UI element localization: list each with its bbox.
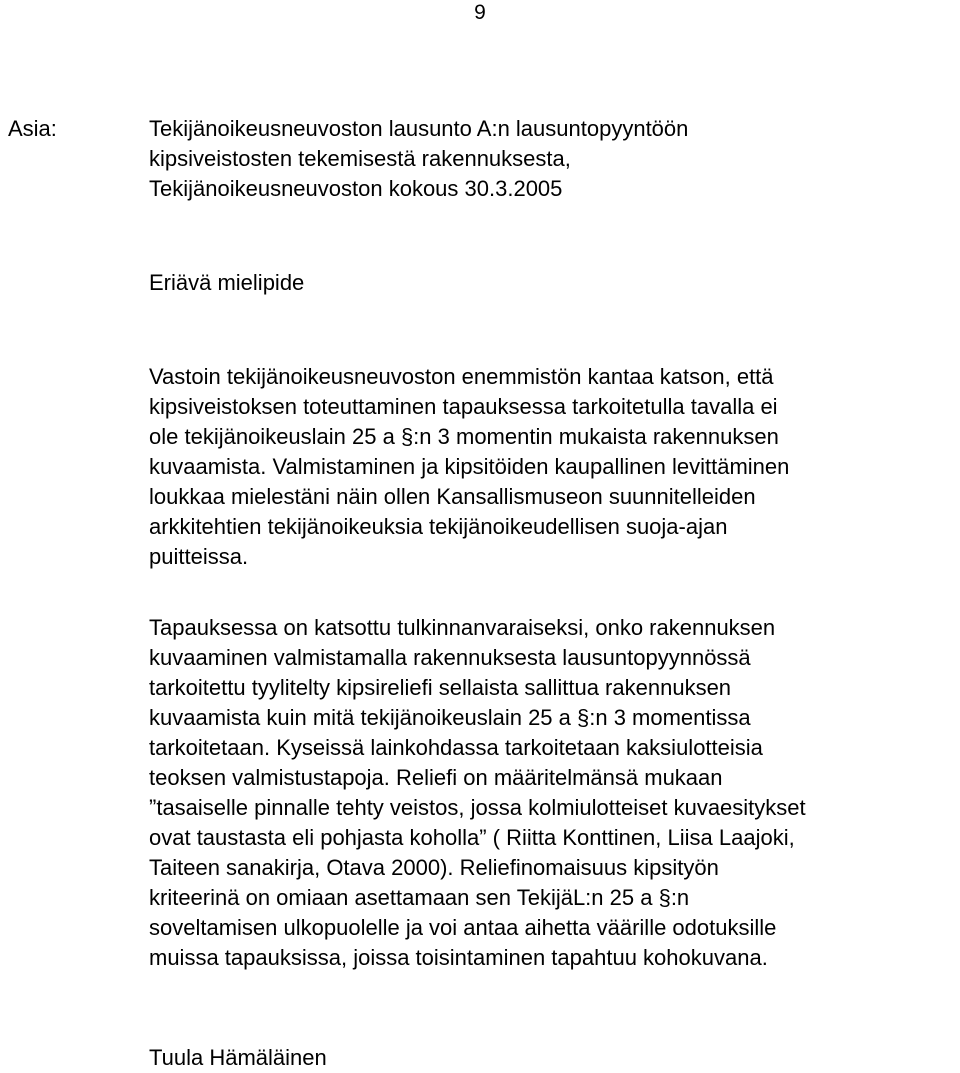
paragraph-line: kuvaamista. Valmistaminen ja kipsitöiden kaupallinen levittäminen — [149, 454, 790, 479]
paragraph-line: ”tasaiselle pinnalle tehty veistos, jossa kolmiulotteiset kuvaesitykset — [149, 795, 806, 820]
paragraph-line: arkkitehtien tekijänoikeuksia tekijänoikeudellisen suoja-ajan — [149, 514, 728, 539]
paragraph-2 — [149, 613, 960, 973]
section-heading: Eriävä mielipide — [149, 270, 305, 295]
subject-line: Tekijänoikeusneuvoston kokous 30.3.2005 — [149, 176, 563, 201]
subject-text — [149, 114, 960, 204]
subject-label: Asia: — [8, 116, 57, 141]
paragraph-line: ole tekijänoikeuslain 25 a §:n 3 momentin mukaista rakennuksen — [149, 424, 779, 449]
paragraph-line: kuvaaminen valmistamalla rakennuksesta lausuntopyynnössä — [149, 645, 751, 670]
paragraph-line: soveltamisen ulkopuolelle ja voi antaa aihetta väärille odotuksille — [149, 915, 777, 940]
paragraph-line: tarkoitetaan. Kyseissä lainkohdassa tarkoitetaan kaksiulotteisia — [149, 735, 763, 760]
paragraph-line: Tapauksessa on katsottu tulkinnanvaraiseksi, onko rakennuksen — [149, 615, 776, 640]
paragraph-line: Vastoin tekijänoikeusneuvoston enemmistön kantaa katson, että — [149, 364, 774, 389]
subject-line: kipsiveistosten tekemisestä rakennuksesta, — [149, 146, 571, 171]
subject-line: Tekijänoikeusneuvoston lausunto A:n lausuntopyyntöön — [149, 116, 689, 141]
paragraph-line: loukkaa mielestäni näin ollen Kansallismuseon suunnitelleiden — [149, 484, 756, 509]
paragraph-1 — [149, 362, 960, 572]
paragraph-line: puitteissa. — [149, 544, 249, 569]
signature: Tuula Hämäläinen — [149, 1045, 327, 1070]
paragraph-line: kipsiveistoksen toteuttaminen tapauksessa tarkoitetulla tavalla ei — [149, 394, 778, 419]
paragraph-line: muissa tapauksissa, joissa toisintaminen tapahtuu kohokuvana. — [149, 945, 768, 970]
page-number: 9 — [474, 1, 486, 24]
paragraph-line: ovat taustasta eli pohjasta koholla” ( Riitta Konttinen, Liisa Laajoki, — [149, 825, 795, 850]
paragraph-line: kuvaamista kuin mitä tekijänoikeuslain 25 a §:n 3 momentissa — [149, 705, 751, 730]
paragraph-line: Taiteen sanakirja, Otava 2000). Reliefinomaisuus kipsityön — [149, 855, 719, 880]
paragraph-line: teoksen valmistustapoja. Reliefi on määritelmänsä mukaan — [149, 765, 723, 790]
paragraph-line: tarkoitettu tyylitelty kipsireliefi sellaista sallittua rakennuksen — [149, 675, 732, 700]
paragraph-line: kriteerinä on omiaan asettamaan sen TekijäL:n 25 a §:n — [149, 885, 690, 910]
